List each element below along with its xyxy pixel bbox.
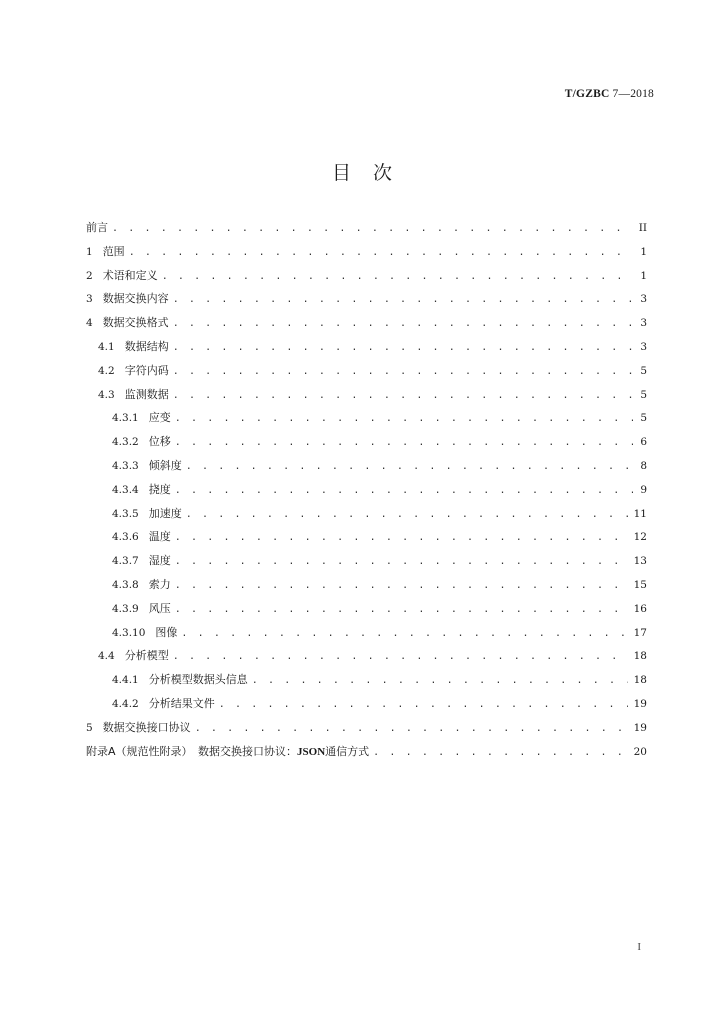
toc-leader-dots: [186, 503, 628, 527]
toc-entry-3[interactable]: [86, 287, 647, 311]
toc-page-number: 12: [633, 531, 647, 544]
toc-entry-number: 1: [86, 245, 93, 258]
toc-entry-number: 4.3.3: [112, 459, 139, 472]
toc-entry-label: 4.3.3 倾斜度: [112, 458, 182, 472]
toc-entry-number: 4.1: [98, 340, 115, 353]
toc-entry-number: 4.3.9: [112, 602, 139, 615]
toc-page-number: 20: [633, 745, 647, 758]
document-code-prefix: T/GZBC: [564, 88, 610, 100]
toc-entry-label: 4.3.6 温度: [112, 530, 171, 544]
toc-entry-4-3-2[interactable]: [86, 430, 647, 454]
toc-leader-dots: [129, 241, 633, 265]
toc-leader-dots: [175, 526, 628, 550]
toc-entry-number: 4.3.7: [112, 555, 139, 568]
toc-page-number: 16: [633, 602, 647, 615]
toc-leader-dots: [173, 384, 633, 408]
toc-entry-label: 5 数据交换接口协议: [86, 720, 191, 734]
toc-entry-4-4-1[interactable]: [86, 668, 647, 692]
toc-entry-number: 4.2: [98, 364, 115, 377]
toc-page-number: 8: [640, 459, 647, 472]
toc-page-number: 19: [633, 721, 647, 734]
table-of-contents: [86, 216, 647, 763]
toc-entry-4-3-8[interactable]: [86, 573, 647, 597]
toc-leader-dots: [186, 455, 633, 479]
toc-entry-label-bold: JSON: [297, 745, 326, 758]
toc-page-number: 3: [640, 317, 647, 330]
toc-entry-label: 1 范围: [86, 244, 125, 258]
toc-entry-number: 4.3.8: [112, 578, 139, 591]
toc-page-number: 11: [633, 507, 647, 520]
toc-entry-appendix-a[interactable]: [86, 740, 647, 764]
toc-entry-1[interactable]: [86, 240, 647, 264]
toc-entry-label: 4.3.2 位移: [112, 435, 171, 449]
toc-page-number: 9: [640, 483, 647, 496]
toc-entry-number: 4.3.1: [112, 412, 139, 425]
toc-page-number: 3: [640, 293, 647, 306]
toc-entry-5[interactable]: [86, 716, 647, 740]
toc-entry-number: 4.4.2: [112, 697, 139, 710]
toc-leader-dots: [173, 312, 633, 336]
toc-entry-label: 4.1 数据结构: [98, 339, 169, 353]
toc-entry-4-3-6[interactable]: [86, 525, 647, 549]
toc-entry-4-2[interactable]: [86, 359, 647, 383]
toc-page-number: 5: [640, 412, 647, 425]
toc-leader-dots: [173, 360, 633, 384]
toc-leader-dots: [195, 717, 628, 741]
toc-leader-dots: [162, 265, 633, 289]
toc-leader-dots: [175, 479, 633, 503]
toc-entry-number: 4.3.5: [112, 507, 139, 520]
toc-entry-number: 4.4.1: [112, 674, 139, 687]
toc-entry-4-3-10[interactable]: [86, 621, 647, 645]
toc-entry-label: 4.4 分析模型: [98, 649, 169, 663]
document-code-suffix: 7—2018: [609, 88, 654, 100]
toc-entry-label: 4.3 监测数据: [98, 387, 169, 401]
toc-leader-dots: [175, 574, 628, 598]
toc-page-number: 5: [640, 388, 647, 401]
toc-entry-number: 4.3.4: [112, 483, 139, 496]
toc-page-number: 13: [633, 555, 647, 568]
toc-entry-label: 4.3.4 挠度: [112, 482, 171, 496]
toc-page-number: 18: [633, 674, 647, 687]
toc-entry-label: 4.3.5 加速度: [112, 506, 182, 520]
toc-entry-number: 4.3.10: [112, 626, 146, 639]
toc-page-number: 18: [633, 650, 647, 663]
toc-entry-number: 3: [86, 293, 93, 306]
toc-entry-4-4-2[interactable]: [86, 692, 647, 716]
toc-entry-number: 4.3: [98, 388, 115, 401]
toc-leader-dots: [252, 669, 628, 693]
toc-leader-dots: [219, 693, 628, 717]
toc-entry-number: 4.4: [98, 650, 115, 663]
toc-entry-number: 2: [86, 269, 93, 282]
toc-leader-dots: [175, 598, 628, 622]
toc-entry-label: 3 数据交换内容: [86, 292, 169, 306]
toc-leader-dots: [173, 288, 633, 312]
footer-page-number: I: [637, 941, 641, 953]
toc-page-number: 3: [640, 340, 647, 353]
toc-entry-2[interactable]: [86, 264, 647, 288]
toc-page-number: 19: [633, 697, 647, 710]
toc-entry-number: 4: [86, 317, 93, 330]
toc-entry-number: 4.3.2: [112, 436, 139, 449]
toc-leader-dots: [112, 217, 633, 241]
toc-leader-dots: [373, 741, 627, 765]
toc-entry-4-3-4[interactable]: [86, 478, 647, 502]
toc-entry-label: 4.3.10 图像: [112, 625, 178, 639]
toc-leader-dots: [175, 431, 633, 455]
toc-entry-label: 4.3.7 湿度: [112, 554, 171, 568]
toc-page-number: 17: [633, 626, 647, 639]
document-code: [565, 88, 654, 100]
toc-page-number: 1: [640, 269, 647, 282]
toc-page-number: 1: [640, 245, 647, 258]
toc-entry-label: 4 数据交换格式: [86, 316, 169, 330]
toc-entry-label: 前言: [86, 221, 108, 234]
toc-entry-4-3-1[interactable]: [86, 406, 647, 430]
toc-entry-label: 4.3.1 应变: [112, 411, 171, 425]
toc-entry-label: 4.2 字符内码: [98, 363, 169, 377]
toc-entry-label: 附录A（规范性附录） 数据交换接口协议：JSON通信方式: [86, 744, 370, 758]
toc-leader-dots: [175, 550, 628, 574]
toc-entry-number: 4.3.6: [112, 531, 139, 544]
toc-leader-dots: [181, 622, 627, 646]
toc-entry-4-3[interactable]: [86, 383, 647, 407]
toc-page-number: 15: [633, 578, 647, 591]
toc-entry-4-3-5[interactable]: [86, 502, 647, 526]
toc-page-number: 6: [640, 436, 647, 449]
toc-entry-4-3-7[interactable]: [86, 549, 647, 573]
toc-entry-label: 4.3.9 风压: [112, 601, 171, 615]
toc-entry-label: 2 术语和定义: [86, 268, 158, 282]
toc-page-number: 5: [640, 364, 647, 377]
toc-entry-4[interactable]: [86, 311, 647, 335]
toc-leader-dots: [173, 645, 628, 669]
toc-entry-label: 4.4.2 分析结果文件: [112, 696, 215, 710]
toc-leader-dots: [173, 336, 633, 360]
page-title: 目次: [331, 162, 414, 184]
toc-entry-foreword[interactable]: [86, 216, 647, 240]
toc-page-number: II: [638, 222, 647, 234]
toc-entry-4-3-9[interactable]: [86, 597, 647, 621]
toc-entry-label: 4.3.8 索力: [112, 577, 171, 591]
toc-entry-4-3-3[interactable]: [86, 454, 647, 478]
toc-entry-4-1[interactable]: [86, 335, 647, 359]
toc-entry-number: 5: [86, 721, 93, 734]
toc-entry-label: 4.4.1 分析模型数据头信息: [112, 673, 248, 687]
toc-leader-dots: [175, 407, 633, 431]
toc-entry-4-4[interactable]: [86, 644, 647, 668]
